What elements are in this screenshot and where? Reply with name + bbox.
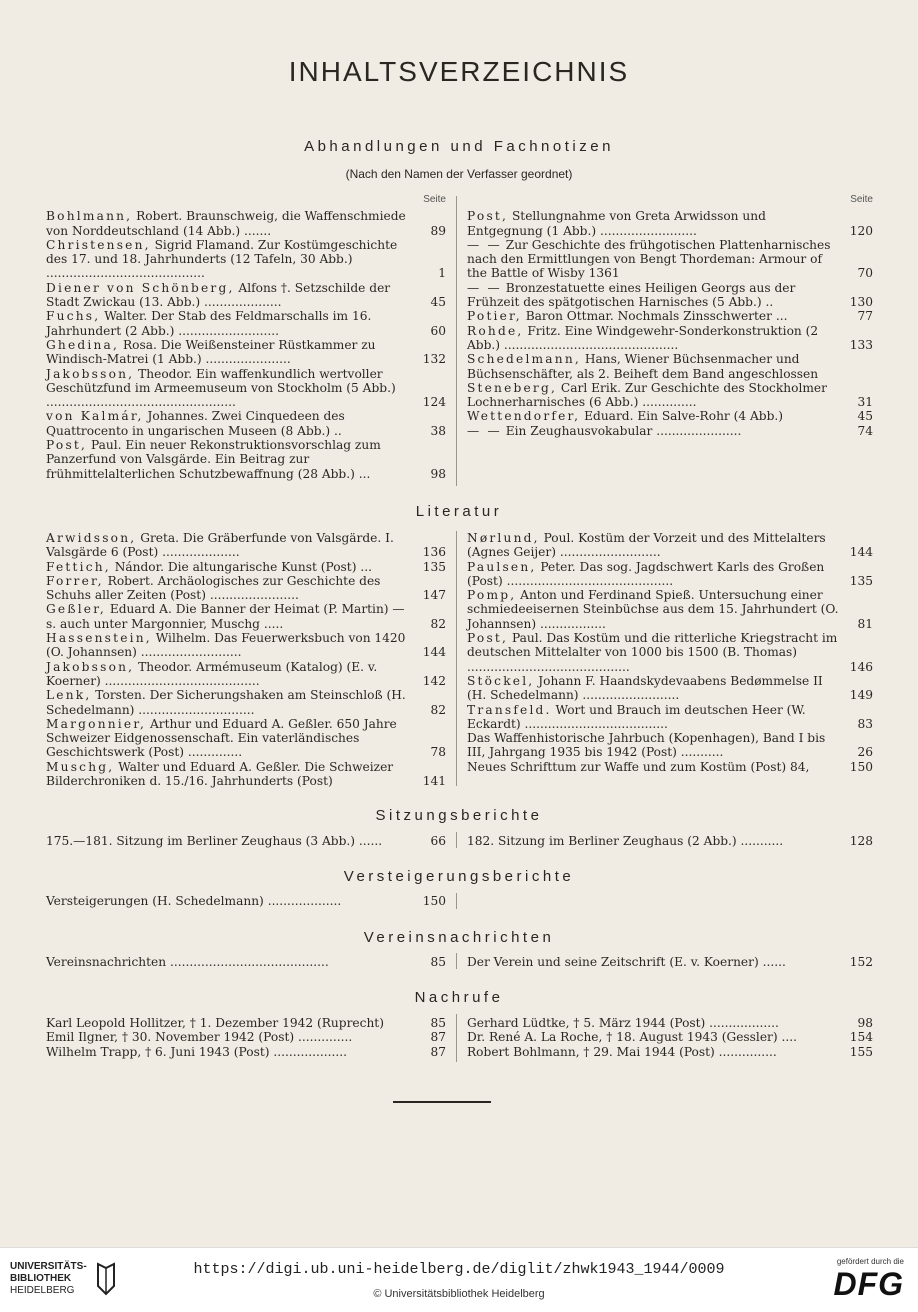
toc-entry xyxy=(46,717,446,760)
entry-text xyxy=(46,309,412,338)
entry-text xyxy=(46,238,412,281)
entry-text xyxy=(467,381,839,410)
entry-page: 38 xyxy=(430,423,446,438)
entry-author: — — xyxy=(467,237,502,252)
entry-author: Post, xyxy=(46,438,88,453)
entry-title: Zur Geschichte des frühgotischen Plattenharnisches nach den Ermittlungen von Bengt Thordeman: Armour of the Battle of Wisby 1361 xyxy=(467,237,831,281)
permalink-url[interactable]: https://digi.ub.uni-heidelberg.de/diglit/zhwk1943_1944/0009 xyxy=(193,1261,725,1278)
closing-rule xyxy=(393,1101,491,1103)
entry-title: Walter. Der Stab des Feldmarschalls im 16. Jahrhundert (2 Abb.) .......................... xyxy=(46,309,372,338)
entry-author: Wettendorfer, xyxy=(467,409,581,424)
entry-page: 85 xyxy=(430,1016,446,1030)
entry-page: 144 xyxy=(849,545,873,560)
entry-text xyxy=(46,1045,412,1059)
toc-entry xyxy=(46,209,446,238)
entry-author: von Kalmár, xyxy=(46,409,144,424)
entry-text xyxy=(46,560,412,574)
entry-page: 130 xyxy=(849,295,873,310)
toc-entry xyxy=(46,1030,446,1044)
literatur-right-column xyxy=(467,531,873,774)
entry-author: Christensen, xyxy=(46,237,151,252)
toc-entry xyxy=(46,238,446,281)
entry-text xyxy=(467,1030,839,1044)
entry-title: Sigrid Flamand. Zur Kostümgeschichte des 17. und 18. Jahrhunderts (12 Tafeln, 30 Abb.) ......................................... xyxy=(46,237,398,281)
entry-title: Das Waffenhistorische Jahrbuch (Kopenhagen), Band I bis III, Jahrgang 1935 bis 1942 (Post) ........... xyxy=(467,731,826,760)
entry-author: — — xyxy=(467,423,502,438)
toc-entry xyxy=(467,424,873,438)
entry-text: Der Verein und seine Zeitschrift (E. v. Koerner) ...... xyxy=(467,955,786,969)
entry-text xyxy=(46,367,412,410)
toc-entry xyxy=(46,367,446,410)
toc-entry xyxy=(467,209,873,238)
entry-title: Johann F. Haandskydevaabens Bedømmelse II (H. Schedelmann) ......................... xyxy=(467,673,823,703)
toc-entry xyxy=(46,834,446,848)
entry-page: 81 xyxy=(857,616,873,631)
toc-entry xyxy=(46,760,446,789)
entry-list xyxy=(467,531,873,774)
literatur-left-column xyxy=(46,531,446,788)
entry-text xyxy=(46,660,412,689)
entry-text xyxy=(46,338,412,367)
entry-page: 135 xyxy=(422,559,446,574)
entry-page: 1 xyxy=(438,266,446,281)
entry-text xyxy=(46,209,412,238)
entry-author: — — xyxy=(467,280,502,295)
entry-text xyxy=(467,238,839,281)
entry-text xyxy=(467,281,839,310)
section-heading-versteigerungsberichte: Versteigerungsberichte xyxy=(343,868,575,885)
entry-author: Schedelmann, xyxy=(467,352,581,367)
column-divider xyxy=(456,893,457,909)
entry-text xyxy=(46,602,412,631)
entry-page: 132 xyxy=(422,352,446,367)
entry-author: Arwidsson, xyxy=(46,531,137,545)
entry-author: Transfeld. xyxy=(467,702,552,717)
funding-note: gefördert durch die xyxy=(836,1257,904,1266)
entry-author: Geßler, xyxy=(46,602,106,617)
entry-page: 142 xyxy=(422,673,446,688)
entry-title: Karl Leopold Hollitzer, † 1. Dezember 1942 (Ruprecht) xyxy=(46,1016,384,1030)
section-subtitle: (Nach den Namen der Verfasser geordnet) xyxy=(345,167,573,181)
entry-text xyxy=(467,209,839,238)
verein-right xyxy=(467,955,873,969)
entry-author: Paulsen, xyxy=(467,559,537,574)
entry-page: 146 xyxy=(849,659,873,674)
entry-title: Poul. Kostüm der Vorzeit und des Mittelalters (Agnes Geijer) .......................... xyxy=(467,531,826,560)
toc-entry xyxy=(46,409,446,438)
entry-text xyxy=(467,674,839,703)
toc-entry xyxy=(46,688,446,717)
entry-page: 82 xyxy=(430,702,446,717)
entry-title: Eduard A. Die Banner der Heimat (P. Martin) — s. auch unter Margonnier, Muschg ..... xyxy=(46,602,405,631)
entry-text xyxy=(467,560,839,589)
entry-text xyxy=(46,1016,412,1030)
logo-line: HEIDELBERG xyxy=(10,1285,75,1296)
entry-page: 120 xyxy=(849,223,873,238)
entry-author: Rohde, xyxy=(467,323,524,338)
entry-text xyxy=(46,574,412,603)
entry-page: 150 xyxy=(849,759,873,774)
toc-entry xyxy=(46,660,446,689)
toc-entry xyxy=(46,1016,446,1030)
entry-text xyxy=(46,438,412,481)
toc-entry xyxy=(46,560,446,574)
entry-author: Hassenstein, xyxy=(46,631,152,646)
entry-list xyxy=(46,209,446,481)
entry-author: Muschg, xyxy=(46,759,115,774)
toc-entry xyxy=(467,955,873,969)
entry-title: Nándor. Die altungarische Kunst (Post) ... xyxy=(114,559,372,574)
entry-page: 98 xyxy=(430,466,446,481)
entry-text xyxy=(46,688,412,717)
entry-title: Robert Bohlmann, † 29. Mai 1944 (Post) ............... xyxy=(467,1044,777,1059)
entry-title: Anton und Ferdinand Spieß. Untersuchung einer schmiedeeisernen Steinbüchse aus dem 15. Jahrhundert (O. Johannsen) ................. xyxy=(467,588,839,631)
entry-title: Robert. Braunschweig, die Waffenschmiede von Norddeutschland (14 Abb.) ....... xyxy=(46,209,406,238)
entry-author: Potier, xyxy=(467,309,522,324)
entry-author: Jakobsson, xyxy=(46,659,135,674)
entry-author: Fettich, xyxy=(46,559,111,574)
entry-list xyxy=(467,1016,873,1059)
entry-title: Fritz. Eine Windgewehr-Sonderkonstruktion (2 Abb.) ............................................. xyxy=(467,323,819,352)
entry-page: 70 xyxy=(857,266,873,281)
entry-text xyxy=(46,760,412,789)
entry-title: Torsten. Der Sicherungshaken am Steinschloß (H. Schedelmann) .............................. xyxy=(46,688,406,717)
toc-entry xyxy=(46,631,446,660)
entry-title: Dr. René A. La Roche, † 18. August 1943 (Gessler) .... xyxy=(467,1030,797,1045)
entry-title: Peter. Das sog. Jagdschwert Karls des Großen (Post) ........................................... xyxy=(467,559,825,588)
entry-title: Wort und Brauch im deutschen Heer (W. Eckardt) ..................................... xyxy=(467,702,806,731)
entry-title: Theodor. Armémuseum (Katalog) (E. v. Koerner) ........................................ xyxy=(46,659,378,688)
entry-author: Bohlmann, xyxy=(46,209,133,224)
entry-page: 124 xyxy=(422,395,446,410)
toc-entry xyxy=(467,531,873,560)
viewer-footer xyxy=(0,1247,918,1312)
entry-page: 74 xyxy=(857,423,873,438)
entry-title: Neues Schrifttum zur Waffe und zum Kostüm (Post) 84, xyxy=(467,759,810,774)
entry-page: 66 xyxy=(430,834,446,848)
entry-page: 144 xyxy=(422,645,446,660)
toc-entry xyxy=(467,631,873,674)
entry-page: 154 xyxy=(849,1030,873,1045)
entry-text xyxy=(467,631,839,674)
entry-author: Stöckel, xyxy=(467,673,535,688)
entry-page: 141 xyxy=(422,774,446,789)
entry-page: 85 xyxy=(430,955,446,969)
entry-text xyxy=(467,588,839,631)
seite-label: Seite xyxy=(850,194,873,205)
entry-text xyxy=(467,531,839,560)
versteigerung-left xyxy=(46,894,446,908)
section-heading-vereinsnachrichten: Vereinsnachrichten xyxy=(363,929,555,946)
entry-title: Paul. Das Kostüm und die ritterliche Kriegstracht im deutschen Mittelalter von 1000 bis 1500 (B. Thomas) .......................................... xyxy=(467,631,838,674)
copyright-text: © Universitätsbibliothek Heidelberg xyxy=(373,1288,545,1300)
entry-text xyxy=(46,631,412,660)
toc-entry xyxy=(467,1045,873,1059)
entry-page: 83 xyxy=(857,716,873,731)
entry-text: Vereinsnachrichten ......................................... xyxy=(46,955,329,969)
entry-text xyxy=(467,760,839,774)
entry-text xyxy=(467,424,839,438)
column-divider xyxy=(456,1014,457,1062)
entry-page: 133 xyxy=(849,337,873,352)
entry-author: Diener von Schönberg, xyxy=(46,280,235,295)
entry-page: 87 xyxy=(430,1044,446,1059)
toc-entry xyxy=(467,588,873,631)
entry-title: Alfons †. Setzschilde der Stadt Zwickau (13. Abb.) .................... xyxy=(46,280,391,310)
entry-text xyxy=(46,531,412,560)
toc-entry xyxy=(467,560,873,589)
abhandlungen-right-column xyxy=(467,193,873,438)
entry-title: Arthur und Eduard A. Geßler. 650 Jahre Schweizer Eidgenossenschaft. Ein vaterländisches Geschichtswerk (Post) .............. xyxy=(46,716,397,760)
toc-entry xyxy=(467,703,873,732)
toc-entry xyxy=(467,309,873,323)
entry-author: Steneberg, xyxy=(467,380,558,395)
entry-title: Gerhard Lüdtke, † 5. März 1944 (Post) .................. xyxy=(467,1016,779,1030)
entry-text xyxy=(467,1045,839,1059)
entry-page: 77 xyxy=(857,309,873,324)
entry-title: Paul. Ein neuer Rekonstruktionsvorschlag zum Panzerfund von Valsgärde. Ein Beitrag zur frühmittelalterlichen Schutzbewaffnung (28 Abb.) ... xyxy=(46,438,381,481)
entry-page: 149 xyxy=(849,688,873,703)
entry-author: Fuchs, xyxy=(46,309,101,324)
column-divider xyxy=(456,196,457,486)
entry-page: 147 xyxy=(422,588,446,603)
entry-page: 98 xyxy=(857,1016,873,1030)
entry-page: 136 xyxy=(422,545,446,560)
section-heading-sitzungsberichte: Sitzungsberichte xyxy=(375,807,543,824)
toc-entry xyxy=(46,338,446,367)
entry-page: 150 xyxy=(422,894,446,908)
page-title: INHALTSVERZEICHNIS xyxy=(288,56,630,87)
entry-page: 152 xyxy=(849,955,873,969)
entry-title: Eduard. Ein Salve-Rohr (4 Abb.) xyxy=(584,409,784,424)
entry-list xyxy=(46,531,446,788)
toc-entry xyxy=(467,731,873,760)
section-heading-literatur: Literatur xyxy=(415,503,503,520)
entry-author: Post, xyxy=(467,631,509,646)
entry-page: 60 xyxy=(430,323,446,338)
entry-text xyxy=(467,324,839,353)
entry-text xyxy=(467,1016,839,1030)
logo-line: UNIVERSITÄTS- xyxy=(10,1261,87,1272)
toc-entry xyxy=(46,1045,446,1059)
toc-entry xyxy=(46,531,446,560)
abhandlungen-left-column xyxy=(46,193,446,481)
entry-title: Theodor. Ein waffenkundlich wertvoller Geschützfund im Armeemuseum von Stockholm (5 Abb.) ................................................. xyxy=(46,366,396,410)
entry-page: 31 xyxy=(857,395,873,410)
toc-entry xyxy=(467,1016,873,1030)
entry-author: Ghedina, xyxy=(46,337,120,352)
entry-text: 175.—181. Sitzung im Berliner Zeughaus (3 Abb.) ...... xyxy=(46,834,383,848)
entry-title: Johannes. Zwei Cinquedeen des Quattrocento in ungarischen Museen (8 Abb.) .. xyxy=(46,409,345,438)
sitzung-right xyxy=(467,834,873,848)
entry-page: 89 xyxy=(430,223,446,238)
entry-author: Post, xyxy=(467,209,509,224)
seite-label: Seite xyxy=(423,194,446,205)
sitzung-left xyxy=(46,834,446,848)
entry-title: Greta. Die Gräberfunde von Valsgärde. I. Valsgärde 6 (Post) .................... xyxy=(46,531,394,560)
column-divider xyxy=(456,531,457,786)
entry-page: 82 xyxy=(430,616,446,631)
entry-page: 155 xyxy=(849,1044,873,1059)
entry-text xyxy=(467,309,839,323)
entry-page: 45 xyxy=(430,295,446,310)
dfg-logo[interactable]: DFG xyxy=(833,1266,904,1302)
entry-title: Walter und Eduard A. Geßler. Die Schweizer Bilderchroniken d. 15./16. Jahrhunderts (Post) xyxy=(46,759,394,789)
entry-title: Robert. Archäologisches zur Geschichte des Schuhs aller Zeiten (Post) ....................... xyxy=(46,573,381,603)
toc-entry xyxy=(46,309,446,338)
section-heading-nachrufe: Nachrufe xyxy=(414,989,504,1006)
logo-line: BIBLIOTHEK xyxy=(10,1273,72,1284)
entry-text xyxy=(46,409,412,438)
entry-page: 78 xyxy=(430,745,446,760)
entry-text xyxy=(467,703,839,732)
toc-entry xyxy=(467,281,873,310)
column-divider xyxy=(456,953,457,969)
entry-text xyxy=(46,1030,412,1044)
entry-text: Versteigerungen (H. Schedelmann) ................... xyxy=(46,894,342,908)
column-divider xyxy=(456,832,457,848)
entry-author: Margonnier, xyxy=(46,716,147,731)
toc-entry xyxy=(46,281,446,310)
toc-entry xyxy=(467,352,873,381)
toc-entry xyxy=(46,955,446,969)
entry-list xyxy=(467,209,873,438)
toc-entry xyxy=(467,834,873,848)
toc-entry xyxy=(46,894,446,908)
toc-entry xyxy=(467,409,873,423)
entry-title: Bronzestatuette eines Heiligen Georgs aus der Frühzeit des spätgotischen Harnisches (5 Abb.) .. xyxy=(467,280,796,310)
toc-entry xyxy=(467,238,873,281)
entry-title: Rosa. Die Weißensteiner Rüstkammer zu Windisch-Matrei (1 Abb.) ...................... xyxy=(46,337,376,367)
entry-author: Forrer, xyxy=(46,573,104,588)
toc-entry xyxy=(467,674,873,703)
entry-title: Carl Erik. Zur Geschichte des Stockholmer Lochnerharnisches (6 Abb.) .............. xyxy=(467,380,827,410)
verein-left xyxy=(46,955,446,969)
toc-entry xyxy=(467,1030,873,1044)
entry-text xyxy=(46,717,412,760)
entry-page: 26 xyxy=(857,745,873,760)
entry-text: 182. Sitzung im Berliner Zeughaus (2 Abb.) ........... xyxy=(467,834,784,848)
entry-title: Stellungnahme von Greta Arwidsson und Entgegnung (1 Abb.) ......................... xyxy=(467,209,766,238)
entry-list xyxy=(46,1016,446,1059)
entry-title: Baron Ottmar. Nochmals Zinsschwerter ... xyxy=(525,309,788,324)
nachrufe-right xyxy=(467,1016,873,1059)
entry-author: Jakobsson, xyxy=(46,366,135,381)
toc-entry xyxy=(467,381,873,410)
nachrufe-left xyxy=(46,1016,446,1059)
entry-text xyxy=(46,281,412,310)
entry-text xyxy=(467,731,839,760)
entry-author: Pomp, xyxy=(467,588,517,603)
entry-title: Ein Zeughausvokabular ...................... xyxy=(505,423,742,438)
toc-entry xyxy=(467,324,873,353)
entry-author: Lenk, xyxy=(46,688,92,703)
entry-title: Hans, Wiener Büchsenmacher und Büchsenschäfter, als 2. Beiheft dem Band angeschlossen xyxy=(467,352,819,381)
toc-entry xyxy=(46,602,446,631)
entry-text xyxy=(467,409,839,423)
toc-entry xyxy=(467,760,873,774)
toc-entry xyxy=(46,574,446,603)
entry-title: Wilhelm. Das Feuerwerksbuch von 1420 (O. Johannsen) .......................... xyxy=(46,631,406,660)
entry-author: Nørlund, xyxy=(467,531,540,545)
entry-page: 135 xyxy=(849,573,873,588)
entry-title: Wilhelm Trapp, † 6. Juni 1943 (Post) ................... xyxy=(46,1044,347,1059)
entry-text xyxy=(467,352,839,381)
toc-entry xyxy=(46,438,446,481)
entry-title: Emil Ilgner, † 30. November 1942 (Post) .............. xyxy=(46,1030,353,1045)
section-heading-abhandlungen: Abhandlungen und Fachnotizen xyxy=(304,138,614,155)
entry-page: 128 xyxy=(849,834,873,848)
entry-page: 87 xyxy=(430,1030,446,1045)
entry-page: 45 xyxy=(857,409,873,424)
